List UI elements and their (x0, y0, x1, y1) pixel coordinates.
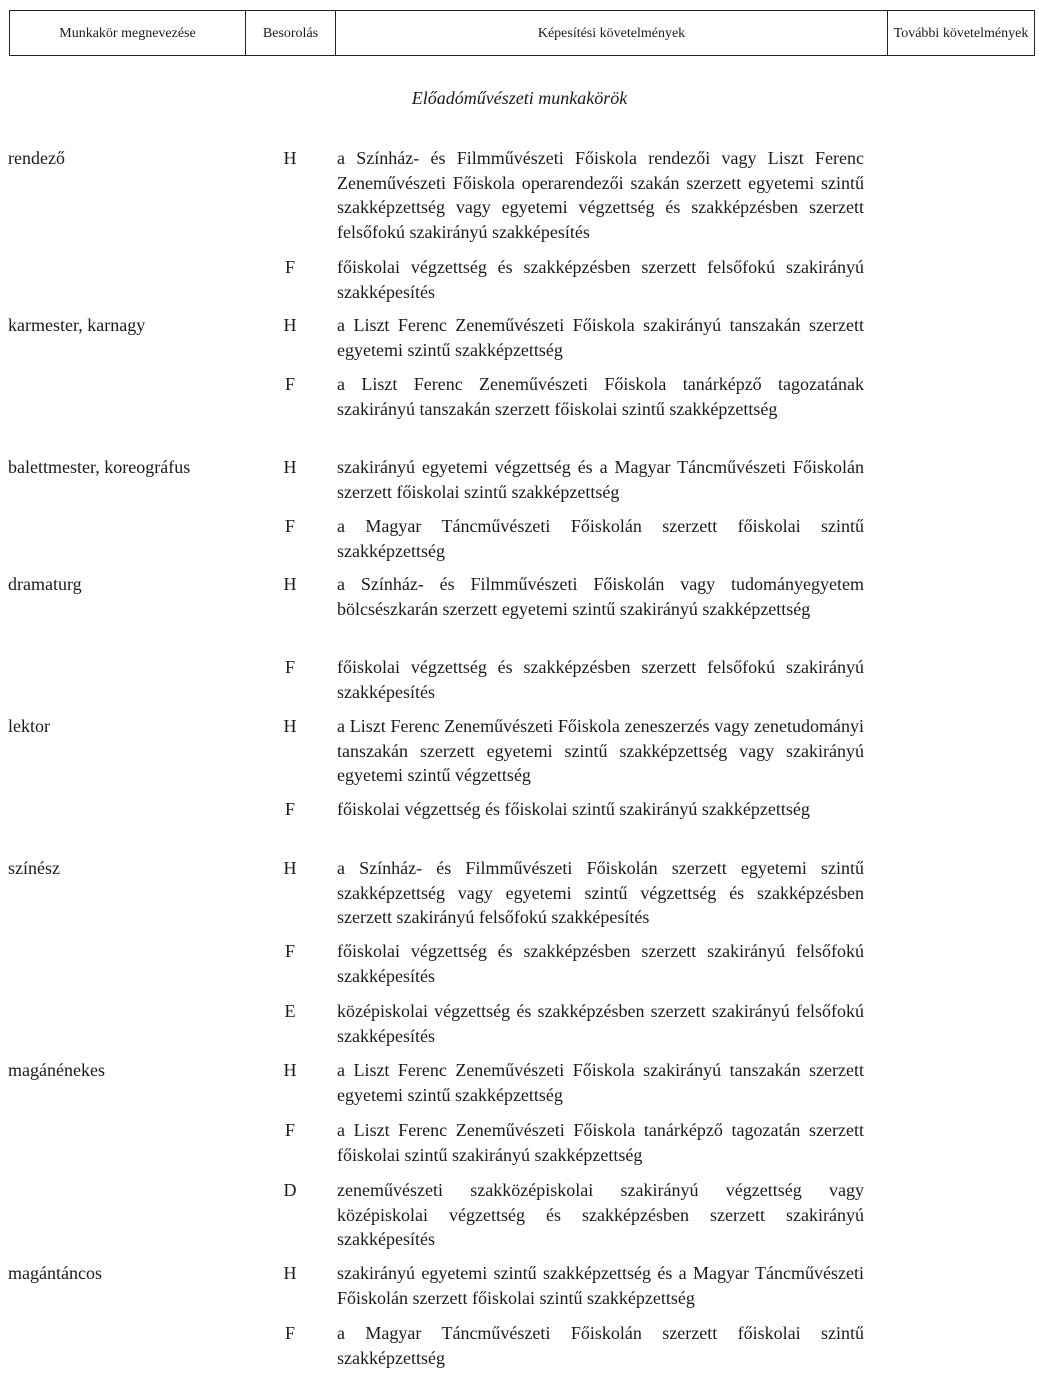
requirement-text: a Magyar Táncművészeti Főiskolán szerzett főiskolai szintű szakképzettség (337, 1323, 864, 1368)
requirement-text: a Liszt Ferenc Zeneművészeti Főiskola tanárképző tagozatán szerzett főiskolai szintű szakirányú szakképzettség (337, 1120, 864, 1165)
requirement-text: főiskolai végzettség és szakképzésben szerzett szakirányú felsőfokú szakképesítés (337, 941, 864, 986)
header-requirements: Képesítési követelmények (336, 11, 888, 56)
header-row (10, 11, 1035, 56)
grade: H (283, 1060, 297, 1080)
grade: H (283, 457, 297, 477)
requirement-text: a Liszt Ferenc Zeneművészeti Főiskola zeneszerzés vagy zenetudományi tanszakán szerzett egyetemi szintű szakképzettség vagy szakirányú egyetemi szintű végzettség (337, 716, 864, 785)
requirement-text: a Liszt Ferenc Zeneművészeti Főiskola tanárképző tagozatának szakirányú tanszakán szerzett főiskolai szintű szakképzettség (337, 374, 864, 419)
grade: H (283, 315, 297, 335)
grade: F (284, 1120, 295, 1140)
header-job-title: Munkakör megnevezése (10, 11, 246, 56)
job-title: színész (8, 858, 60, 878)
column-header-table (9, 10, 1035, 56)
grade: H (283, 858, 297, 878)
requirement-text: a Magyar Táncművészeti Főiskolán szerzett főiskolai szintű szakképzettség (337, 516, 864, 561)
requirement-text: szakirányú egyetemi szintű szakképzettség és a Magyar Táncművészeti Főiskolán szerzett főiskolai szintű szakképzettség (337, 1263, 864, 1308)
job-title: magántáncos (8, 1263, 102, 1283)
job-title: lektor (8, 716, 50, 736)
grade: H (283, 148, 297, 168)
requirement-text: zeneművészeti szakközépiskolai szakirányú végzettség vagy középiskolai végzettség és szakképzésben szerzett szakirányú szakképesítés (337, 1180, 864, 1249)
grade: F (284, 799, 295, 819)
job-title: magánénekes (8, 1060, 105, 1080)
grade: F (284, 1323, 295, 1343)
requirement-text: főiskolai végzettség és főiskolai szintű szakirányú szakképzettség (337, 799, 810, 819)
requirement-text: a Színház- és Filmművészeti Főiskolán szerzett egyetemi szintű szakképzettség vagy egyetemi szintű végzettség és szakképzésben szerzett szakirányú felsőfokú szakképesítés (337, 858, 864, 927)
requirement-text: főiskolai végzettség és szakképzésben szerzett felsőfokú szakirányú szakképesítés (337, 257, 864, 302)
section-title: Előadóművészeti munkakörök (411, 88, 628, 108)
grade: H (283, 574, 297, 594)
requirement-text: a Színház- és Filmművészeti Főiskola rendezői vagy Liszt Ferenc Zeneművészeti Főiskola operarendezői szakán szerzett egyetemi szintű szakképzettség vagy egyetemi végzettség és szakképzésben szerzett felsőfokú szakirányú szakképesítés (337, 148, 864, 242)
grade: F (284, 516, 295, 536)
grade: F (284, 941, 295, 961)
grade: F (284, 374, 295, 394)
job-title: balettmester, koreográfus (8, 457, 191, 477)
header-grade: Besorolás (246, 11, 336, 56)
requirement-text: főiskolai végzettség és szakképzésben szerzett felsőfokú szakirányú szakképesítés (337, 657, 864, 702)
requirement-text: a Színház- és Filmművészeti Főiskolán vagy tudományegyetem bölcsészkarán szerzett egyetemi szintű szakirányú szakképzettség (337, 574, 864, 619)
requirement-text: a Liszt Ferenc Zeneművészeti Főiskola szakirányú tanszakán szerzett egyetemi szintű szakképzettség (337, 1060, 864, 1105)
header-extra-requirements: További követelmények (888, 11, 1035, 56)
job-title: rendező (8, 148, 65, 168)
grade: H (283, 1263, 297, 1283)
job-title: karmester, karnagy (8, 315, 146, 335)
grade: D (283, 1180, 297, 1200)
grade: E (284, 1001, 296, 1021)
grade: F (284, 657, 295, 677)
requirement-text: középiskolai végzettség és szakképzésben szerzett szakirányú felsőfokú szakképesítés (337, 1001, 864, 1046)
requirement-text: a Liszt Ferenc Zeneművészeti Főiskola szakirányú tanszakán szerzett egyetemi szintű szakképzettség (337, 315, 864, 360)
requirement-text: szakirányú egyetemi végzettség és a Magyar Táncművészeti Főiskolán szerzett főiskolai szintű szakképzettség (337, 457, 864, 502)
grade: H (283, 716, 297, 736)
grade: F (284, 257, 295, 277)
job-title: dramaturg (8, 574, 82, 594)
